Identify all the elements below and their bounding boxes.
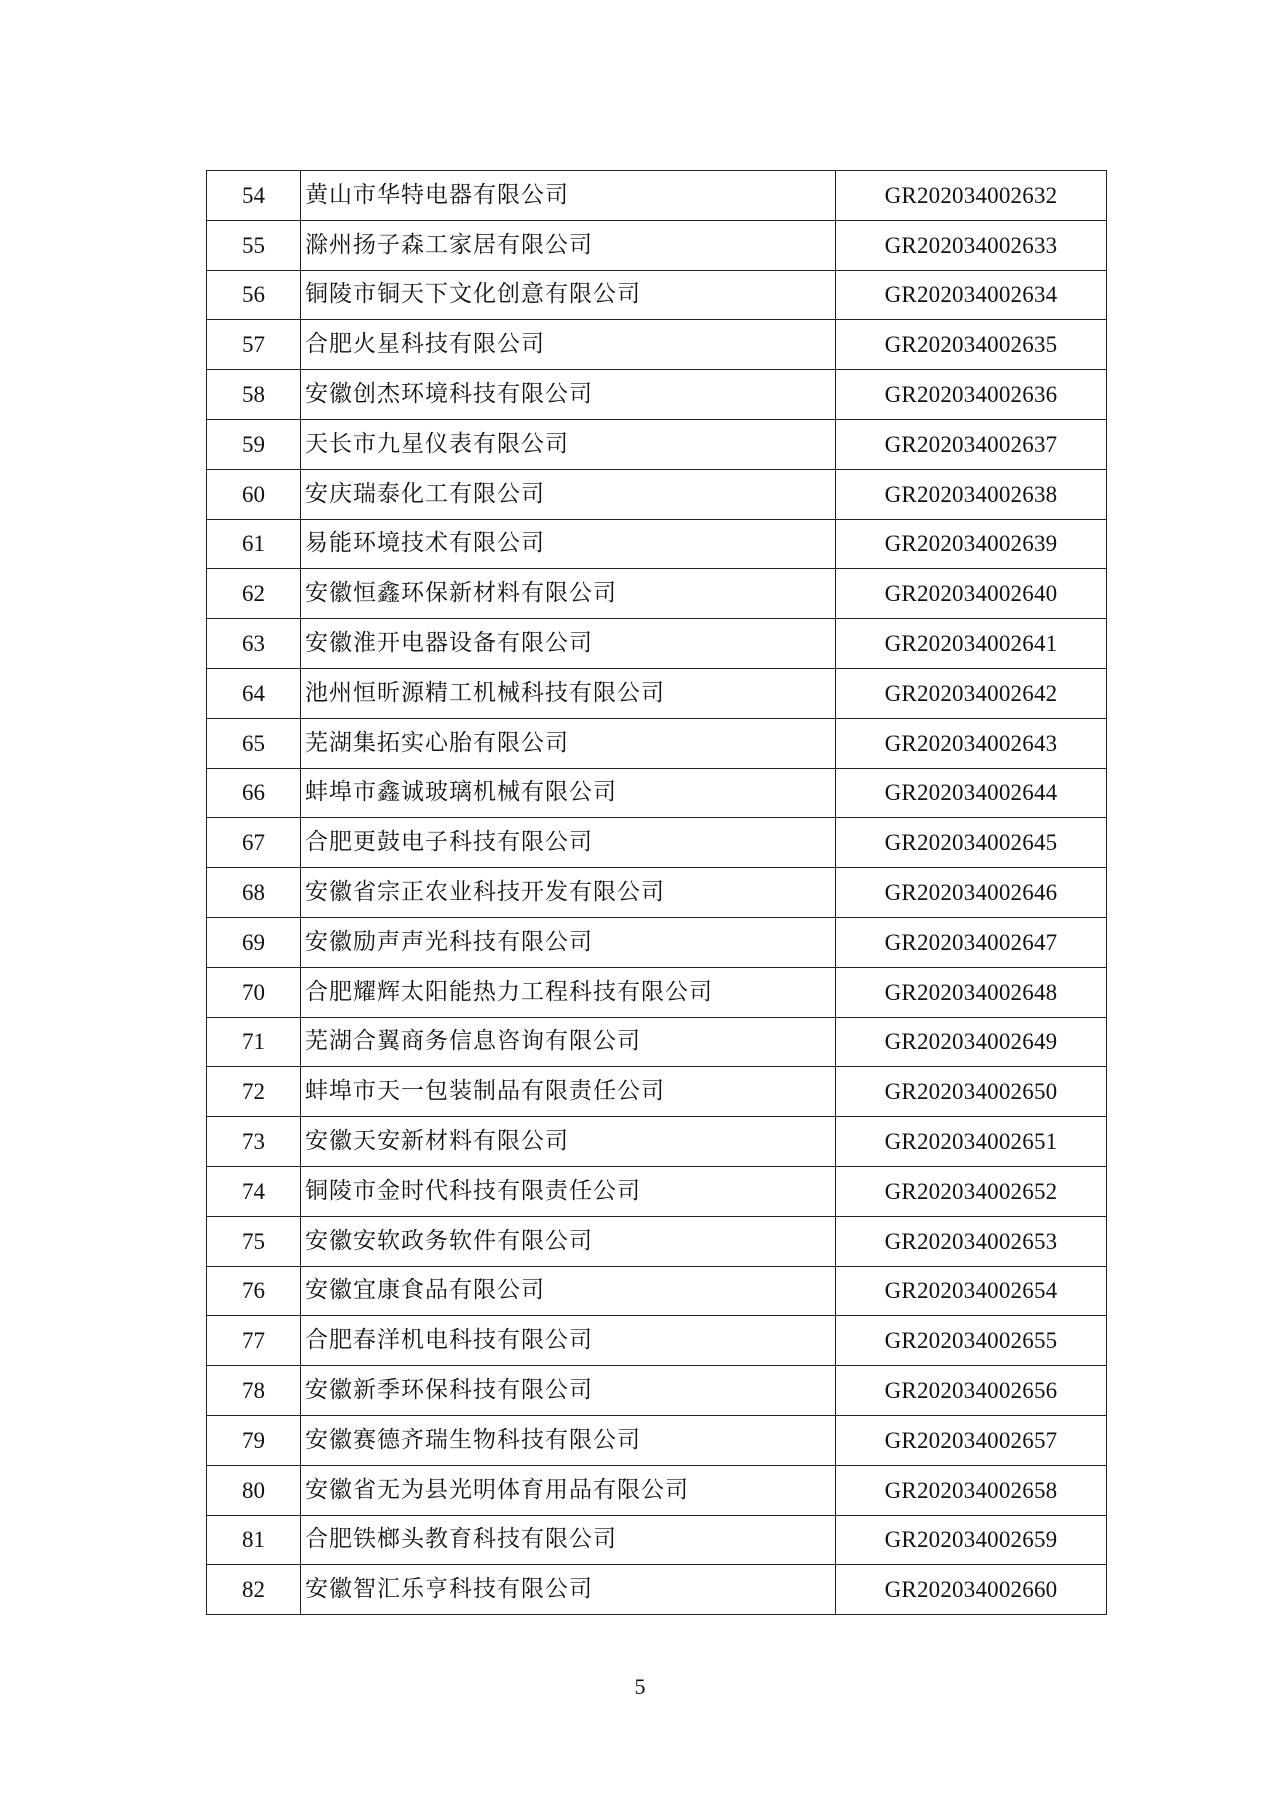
table-row xyxy=(207,1415,1107,1465)
row-number-cell: 65 xyxy=(207,718,301,768)
table-row xyxy=(207,1166,1107,1216)
company-name-cell: 合肥铁榔头教育科技有限公司 xyxy=(301,1515,836,1565)
table-row xyxy=(207,1316,1107,1366)
certificate-code-cell: GR202034002657 xyxy=(836,1415,1107,1465)
certificate-code-cell: GR202034002637 xyxy=(836,419,1107,469)
company-name-cell: 合肥耀辉太阳能热力工程科技有限公司 xyxy=(301,967,836,1017)
certificate-code-cell: GR202034002636 xyxy=(836,370,1107,420)
table-row xyxy=(207,668,1107,718)
table-row xyxy=(207,419,1107,469)
row-number-cell: 71 xyxy=(207,1017,301,1067)
row-number-cell: 68 xyxy=(207,868,301,918)
company-name-cell: 铜陵市铜天下文化创意有限公司 xyxy=(301,270,836,320)
certificate-code-cell: GR202034002644 xyxy=(836,768,1107,818)
table-row xyxy=(207,1117,1107,1167)
company-name-cell: 合肥更鼓电子科技有限公司 xyxy=(301,818,836,868)
company-table xyxy=(206,170,1107,1615)
table-row xyxy=(207,818,1107,868)
certificate-code-cell: GR202034002646 xyxy=(836,868,1107,918)
table-row xyxy=(207,1216,1107,1266)
company-name-cell: 蚌埠市鑫诚玻璃机械有限公司 xyxy=(301,768,836,818)
certificate-code-cell: GR202034002643 xyxy=(836,718,1107,768)
company-name-cell: 安徽创杰环境科技有限公司 xyxy=(301,370,836,420)
row-number-cell: 60 xyxy=(207,469,301,519)
company-name-cell: 蚌埠市天一包装制品有限责任公司 xyxy=(301,1067,836,1117)
company-name-cell: 安徽安软政务软件有限公司 xyxy=(301,1216,836,1266)
table-row xyxy=(207,171,1107,221)
certificate-code-cell: GR202034002634 xyxy=(836,270,1107,320)
certificate-code-cell: GR202034002660 xyxy=(836,1565,1107,1615)
row-number-cell: 66 xyxy=(207,768,301,818)
row-number-cell: 56 xyxy=(207,270,301,320)
company-name-cell: 安徽淮开电器设备有限公司 xyxy=(301,619,836,669)
table-row xyxy=(207,1067,1107,1117)
company-name-cell: 易能环境技术有限公司 xyxy=(301,519,836,569)
row-number-cell: 55 xyxy=(207,220,301,270)
certificate-code-cell: GR202034002640 xyxy=(836,569,1107,619)
table-row xyxy=(207,868,1107,918)
company-name-cell: 滁州扬子森工家居有限公司 xyxy=(301,220,836,270)
table-row xyxy=(207,469,1107,519)
table-row xyxy=(207,569,1107,619)
row-number-cell: 73 xyxy=(207,1117,301,1167)
company-name-cell: 合肥火星科技有限公司 xyxy=(301,320,836,370)
row-number-cell: 78 xyxy=(207,1366,301,1416)
certificate-code-cell: GR202034002654 xyxy=(836,1266,1107,1316)
certificate-code-cell: GR202034002635 xyxy=(836,320,1107,370)
certificate-code-cell: GR202034002647 xyxy=(836,917,1107,967)
row-number-cell: 69 xyxy=(207,917,301,967)
row-number-cell: 72 xyxy=(207,1067,301,1117)
row-number-cell: 80 xyxy=(207,1465,301,1515)
table-row xyxy=(207,270,1107,320)
row-number-cell: 58 xyxy=(207,370,301,420)
certificate-code-cell: GR202034002638 xyxy=(836,469,1107,519)
company-name-cell: 合肥春洋机电科技有限公司 xyxy=(301,1316,836,1366)
company-name-cell: 安徽励声声光科技有限公司 xyxy=(301,917,836,967)
row-number-cell: 77 xyxy=(207,1316,301,1366)
row-number-cell: 76 xyxy=(207,1266,301,1316)
row-number-cell: 75 xyxy=(207,1216,301,1266)
row-number-cell: 59 xyxy=(207,419,301,469)
certificate-code-cell: GR202034002656 xyxy=(836,1366,1107,1416)
row-number-cell: 64 xyxy=(207,668,301,718)
page-number: 5 xyxy=(634,1674,646,1699)
certificate-code-cell: GR202034002655 xyxy=(836,1316,1107,1366)
company-name-cell: 安徽省无为县光明体育用品有限公司 xyxy=(301,1465,836,1515)
table-row xyxy=(207,370,1107,420)
table-row xyxy=(207,1017,1107,1067)
certificate-code-cell: GR202034002651 xyxy=(836,1117,1107,1167)
row-number-cell: 79 xyxy=(207,1415,301,1465)
certificate-code-cell: GR202034002658 xyxy=(836,1465,1107,1515)
certificate-code-cell: GR202034002650 xyxy=(836,1067,1107,1117)
row-number-cell: 82 xyxy=(207,1565,301,1615)
company-name-cell: 铜陵市金时代科技有限责任公司 xyxy=(301,1166,836,1216)
table-row xyxy=(207,320,1107,370)
company-name-cell: 安徽天安新材料有限公司 xyxy=(301,1117,836,1167)
company-name-cell: 安徽新季环保科技有限公司 xyxy=(301,1366,836,1416)
certificate-code-cell: GR202034002639 xyxy=(836,519,1107,569)
table-row xyxy=(207,967,1107,1017)
table-row xyxy=(207,1465,1107,1515)
table-row xyxy=(207,519,1107,569)
table-row xyxy=(207,220,1107,270)
row-number-cell: 70 xyxy=(207,967,301,1017)
company-name-cell: 安徽宜康食品有限公司 xyxy=(301,1266,836,1316)
row-number-cell: 74 xyxy=(207,1166,301,1216)
table-row xyxy=(207,718,1107,768)
certificate-code-cell: GR202034002632 xyxy=(836,171,1107,221)
row-number-cell: 62 xyxy=(207,569,301,619)
table-row xyxy=(207,1565,1107,1615)
company-name-cell: 天长市九星仪表有限公司 xyxy=(301,419,836,469)
company-name-cell: 安庆瑞泰化工有限公司 xyxy=(301,469,836,519)
row-number-cell: 61 xyxy=(207,519,301,569)
row-number-cell: 63 xyxy=(207,619,301,669)
company-name-cell: 安徽赛德齐瑞生物科技有限公司 xyxy=(301,1415,836,1465)
company-table-body xyxy=(207,171,1107,1615)
table-row xyxy=(207,619,1107,669)
company-name-cell: 安徽省宗正农业科技开发有限公司 xyxy=(301,868,836,918)
certificate-code-cell: GR202034002649 xyxy=(836,1017,1107,1067)
company-name-cell: 芜湖集拓实心胎有限公司 xyxy=(301,718,836,768)
certificate-code-cell: GR202034002645 xyxy=(836,818,1107,868)
table-row xyxy=(207,768,1107,818)
certificate-code-cell: GR202034002642 xyxy=(836,668,1107,718)
company-name-cell: 安徽恒鑫环保新材料有限公司 xyxy=(301,569,836,619)
company-name-cell: 池州恒昕源精工机械科技有限公司 xyxy=(301,668,836,718)
row-number-cell: 57 xyxy=(207,320,301,370)
company-name-cell: 安徽智汇乐亨科技有限公司 xyxy=(301,1565,836,1615)
company-name-cell: 芜湖合翼商务信息咨询有限公司 xyxy=(301,1017,836,1067)
table-row xyxy=(207,1266,1107,1316)
certificate-code-cell: GR202034002641 xyxy=(836,619,1107,669)
row-number-cell: 54 xyxy=(207,171,301,221)
table-row xyxy=(207,1366,1107,1416)
company-name-cell: 黄山市华特电器有限公司 xyxy=(301,171,836,221)
table-row xyxy=(207,917,1107,967)
row-number-cell: 81 xyxy=(207,1515,301,1565)
certificate-code-cell: GR202034002633 xyxy=(836,220,1107,270)
certificate-code-cell: GR202034002653 xyxy=(836,1216,1107,1266)
table-row xyxy=(207,1515,1107,1565)
row-number-cell: 67 xyxy=(207,818,301,868)
certificate-code-cell: GR202034002648 xyxy=(836,967,1107,1017)
certificate-code-cell: GR202034002659 xyxy=(836,1515,1107,1565)
certificate-code-cell: GR202034002652 xyxy=(836,1166,1107,1216)
